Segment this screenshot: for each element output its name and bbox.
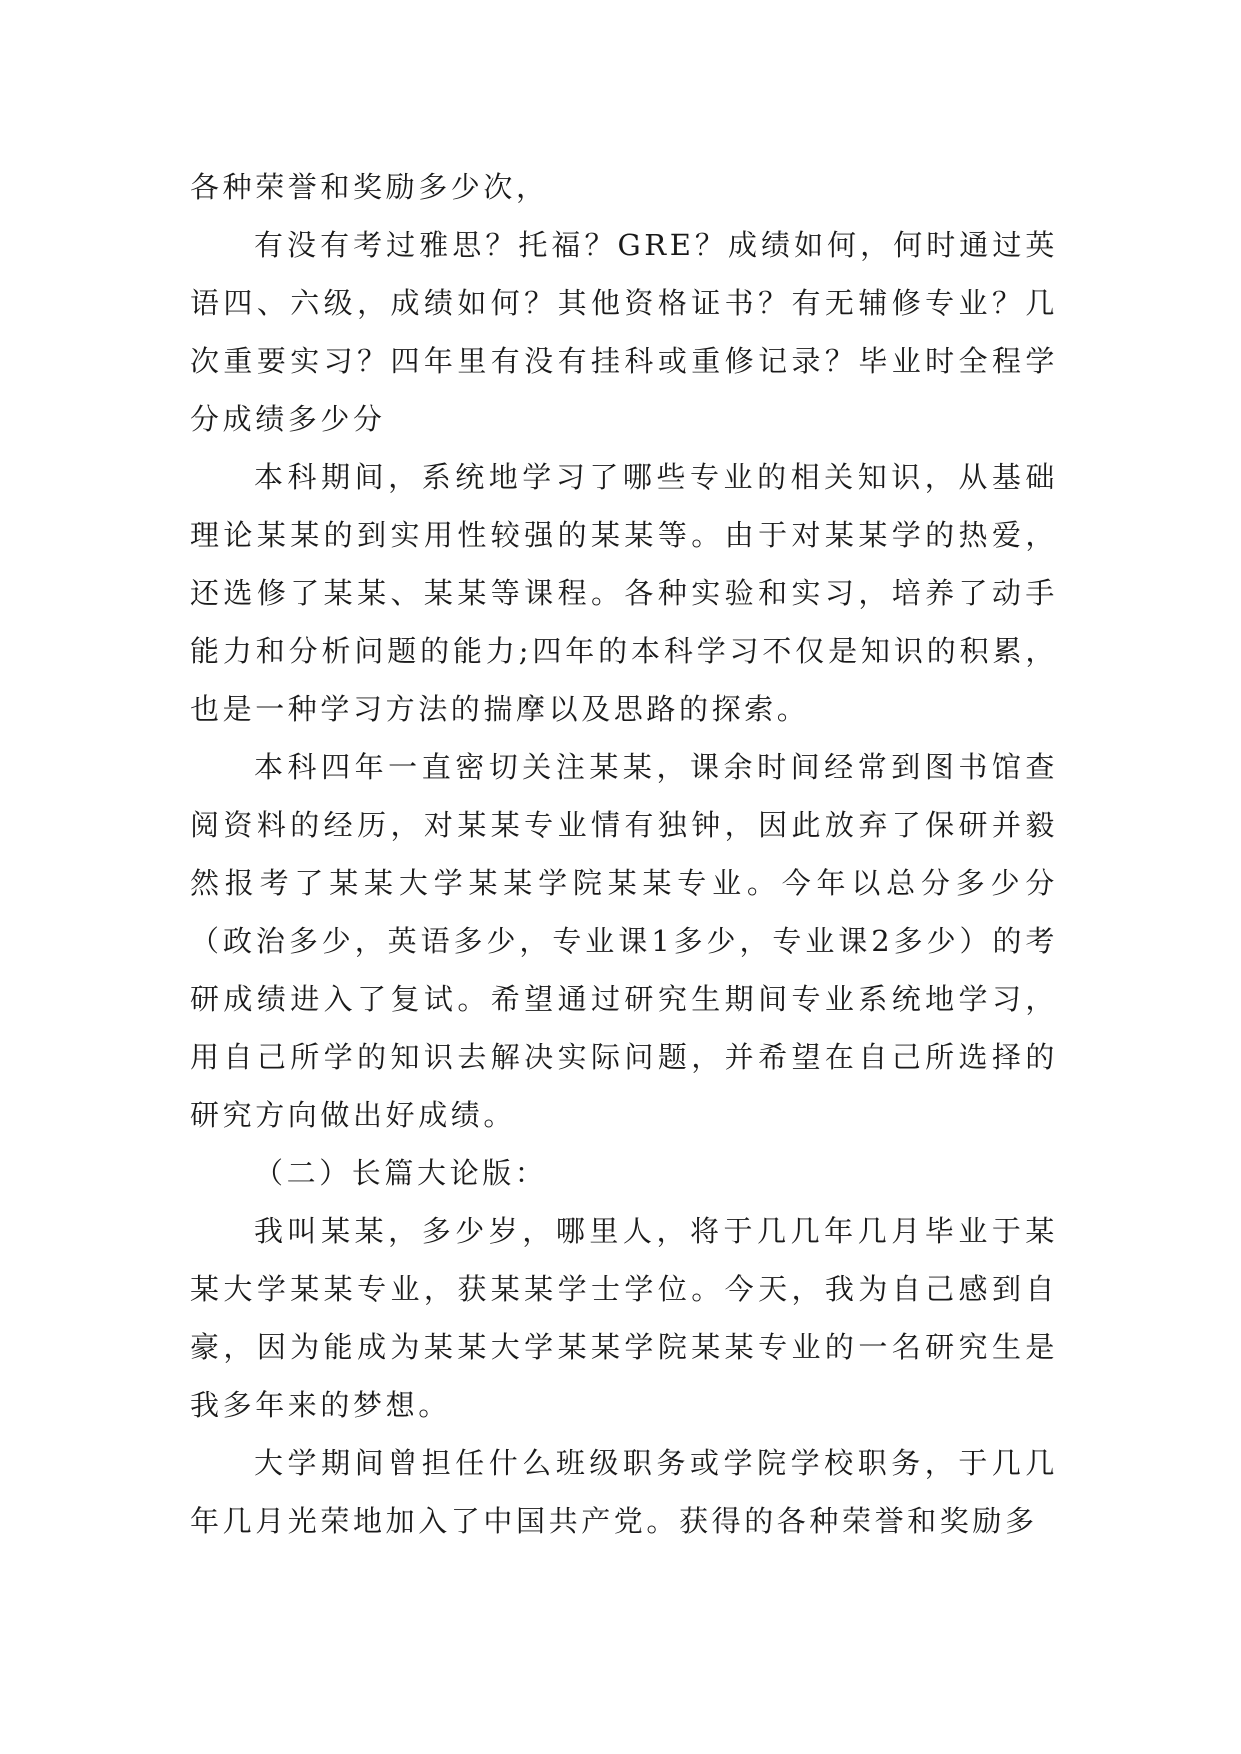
paragraph-research-interest: 本科四年一直密切关注某某，课余时间经常到图书馆查阅资料的经历，对某某专业情有独钟，因此放弃了保研并毅然报考了某某大学某某学院某某专业。今年以总分多少分（政治多少，英语多少，专业课1多少，专业课2多少）的考研成绩进入了复试。希望通过研究生期间专业系统地学习，用自己所学的知识去解决实际问题，并希望在自己所选择的研究方向做出好成绩。 (190, 750, 1058, 1132)
paragraph-honors-continuation: 各种荣誉和奖励多少次， (190, 170, 549, 204)
section-heading-long-version: （二）长篇大论版： (254, 1156, 548, 1190)
document-body (190, 158, 1058, 1550)
paragraph-self-introduction: 我叫某某，多少岁，哪里人，将于几几年几月毕业于某某大学某某专业，获某某学士学位。今天，我为自己感到自豪，因为能成为某某大学某某学院某某专业的一名研究生是我多年来的梦想。 (190, 1214, 1058, 1422)
paragraph-university-roles: 大学期间曾担任什么班级职务或学院学校职务，于几几年几月光荣地加入了中国共产党。获得的各种荣誉和奖励多 (190, 1446, 1058, 1538)
paragraph-undergraduate-study: 本科期间，系统地学习了哪些专业的相关知识，从基础理论某某的到实用性较强的某某等。由于对某某学的热爱，还选修了某某、某某等课程。各种实验和实习，培养了动手能力和分析问题的能力;四年的本科学习不仅是知识的积累，也是一种学习方法的揣摩以及思路的探索。 (190, 460, 1058, 726)
paragraph-exams-certificates: 有没有考过雅思？托福？GRE？成绩如何，何时通过英语四、六级，成绩如何？其他资格证书？有无辅修专业？几次重要实习？四年里有没有挂科或重修记录？毕业时全程学分成绩多少分 (190, 228, 1058, 436)
